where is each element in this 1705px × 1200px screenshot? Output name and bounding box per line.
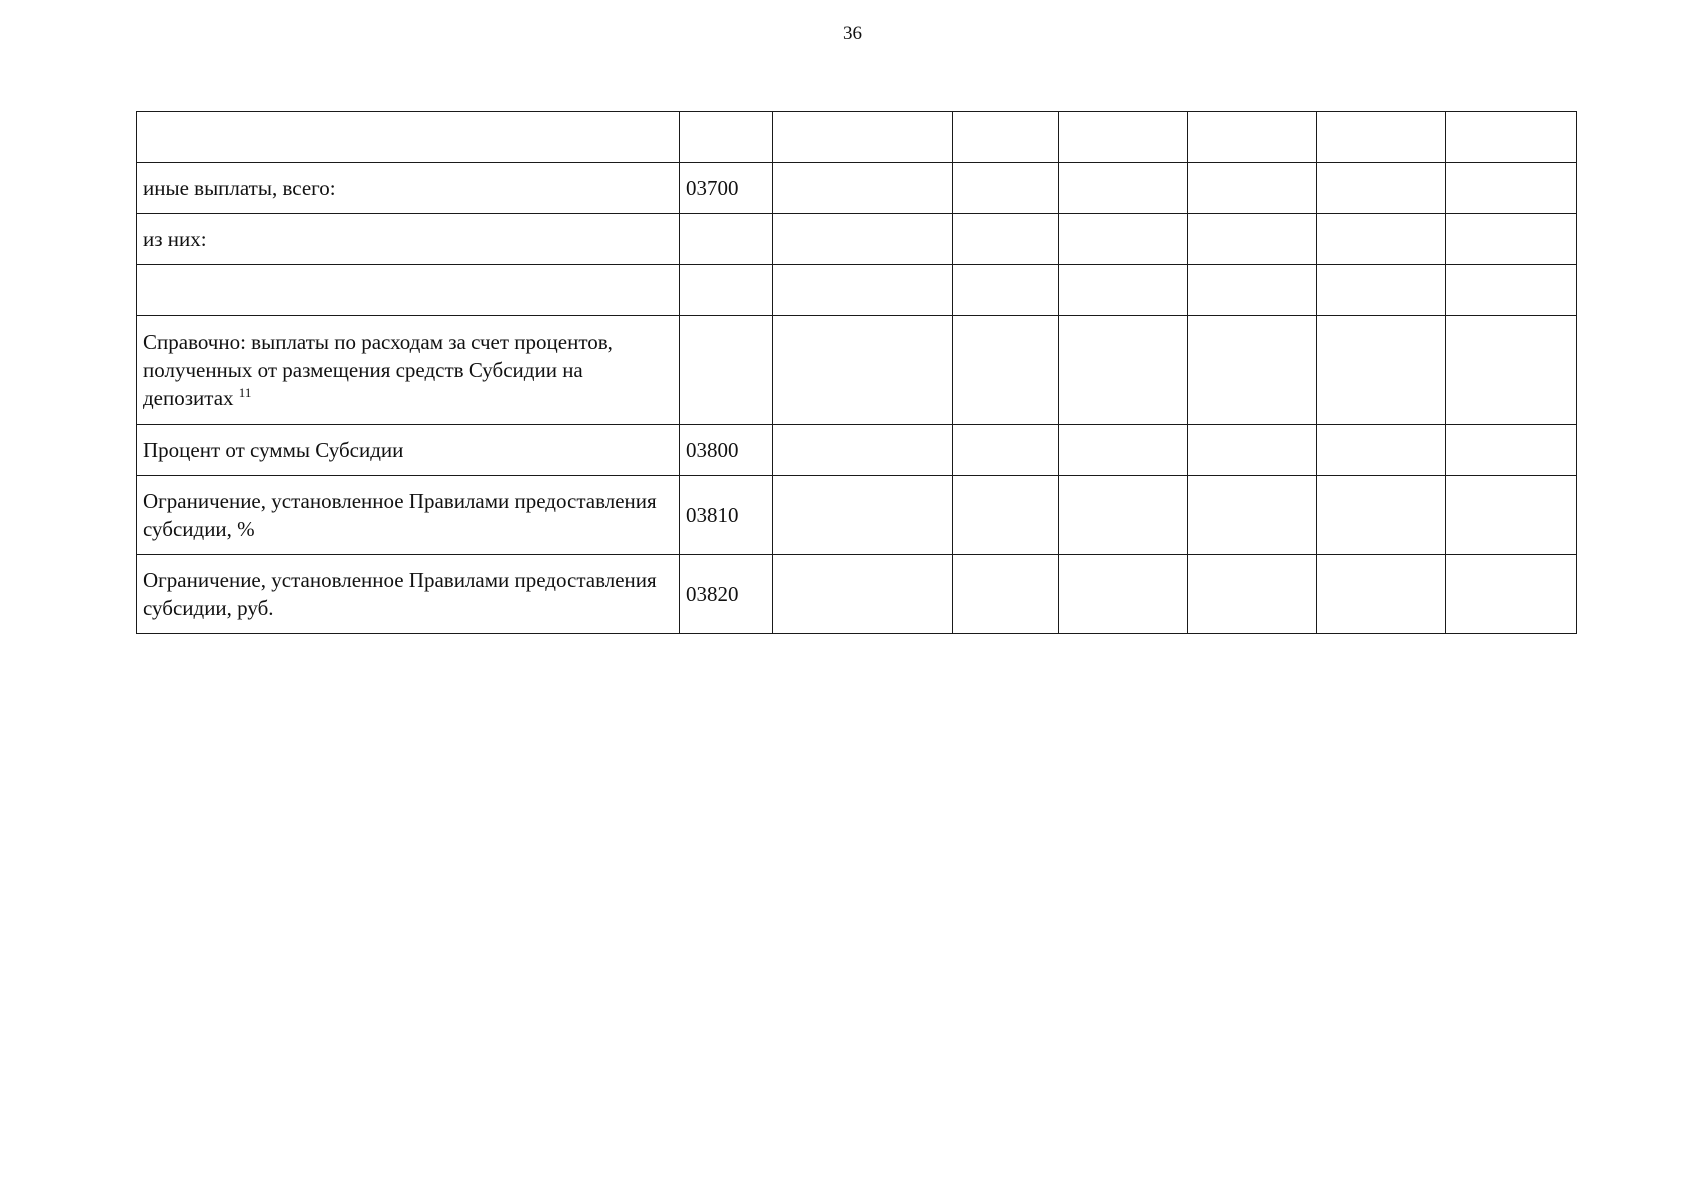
table-row xyxy=(137,112,1577,163)
table-cell xyxy=(1188,555,1317,634)
table-cell xyxy=(1059,214,1188,265)
table-cell xyxy=(773,112,953,163)
table-cell xyxy=(1317,555,1446,634)
table-cell xyxy=(1059,316,1188,425)
table-cell xyxy=(1317,214,1446,265)
table-cell xyxy=(1188,425,1317,476)
row-code: 03820 xyxy=(680,555,773,634)
row-code: 03810 xyxy=(680,476,773,555)
table-row xyxy=(137,316,1577,425)
table-cell xyxy=(773,555,953,634)
page-number: 36 xyxy=(843,23,862,44)
table-cell xyxy=(953,214,1059,265)
table-cell xyxy=(773,476,953,555)
table-cell xyxy=(1317,425,1446,476)
row-label: Ограничение, установленное Правилами предоставления субсидии, руб. xyxy=(137,555,680,634)
table-cell xyxy=(1446,214,1577,265)
table-row xyxy=(137,214,1577,265)
row-label: из них: xyxy=(137,214,680,265)
row-code xyxy=(680,265,773,316)
row-label xyxy=(137,316,680,425)
table-cell xyxy=(953,425,1059,476)
table-cell xyxy=(1317,112,1446,163)
table-row xyxy=(137,425,1577,476)
table-cell xyxy=(773,214,953,265)
row-label: иные выплаты, всего: xyxy=(137,163,680,214)
table-row xyxy=(137,163,1577,214)
row-label: Процент от суммы Субсидии xyxy=(137,425,680,476)
table-row xyxy=(137,265,1577,316)
table-cell xyxy=(1317,476,1446,555)
table-cell xyxy=(1188,163,1317,214)
row-code: 03800 xyxy=(680,425,773,476)
row-code xyxy=(680,214,773,265)
table-cell xyxy=(1188,476,1317,555)
table-cell xyxy=(1446,163,1577,214)
row-label-text: Справочно: выплаты по расходам за счет процентов, полученных от размещения средств Субсидии на депозитах xyxy=(143,330,613,410)
table-cell xyxy=(953,555,1059,634)
row-label xyxy=(137,112,680,163)
row-label: Ограничение, установленное Правилами предоставления субсидии, % xyxy=(137,476,680,555)
row-code xyxy=(680,316,773,425)
table-cell xyxy=(1446,112,1577,163)
table-cell xyxy=(1059,476,1188,555)
table-cell xyxy=(1188,316,1317,425)
table-cell xyxy=(1446,555,1577,634)
table-cell xyxy=(1317,163,1446,214)
table-cell xyxy=(773,316,953,425)
table-cell xyxy=(1059,265,1188,316)
table-row xyxy=(137,476,1577,555)
table-cell xyxy=(1446,265,1577,316)
table-row xyxy=(137,555,1577,634)
table-cell xyxy=(953,265,1059,316)
table-cell xyxy=(1059,163,1188,214)
table-cell xyxy=(773,163,953,214)
table-cell xyxy=(1317,265,1446,316)
table-cell xyxy=(953,112,1059,163)
table-cell xyxy=(1446,476,1577,555)
table-cell xyxy=(773,265,953,316)
table-cell xyxy=(1059,555,1188,634)
row-label xyxy=(137,265,680,316)
table-cell xyxy=(953,163,1059,214)
table-cell xyxy=(1059,112,1188,163)
row-code xyxy=(680,112,773,163)
table-cell xyxy=(1317,316,1446,425)
table-cell xyxy=(1059,425,1188,476)
table-cell xyxy=(1446,316,1577,425)
table-cell xyxy=(1188,265,1317,316)
report-table xyxy=(136,111,1577,634)
table-cell xyxy=(1446,425,1577,476)
footnote-mark: 11 xyxy=(238,385,252,400)
table-cell xyxy=(953,476,1059,555)
table-cell xyxy=(1188,112,1317,163)
table-cell xyxy=(1188,214,1317,265)
row-code: 03700 xyxy=(680,163,773,214)
table-cell xyxy=(773,425,953,476)
table-cell xyxy=(953,316,1059,425)
